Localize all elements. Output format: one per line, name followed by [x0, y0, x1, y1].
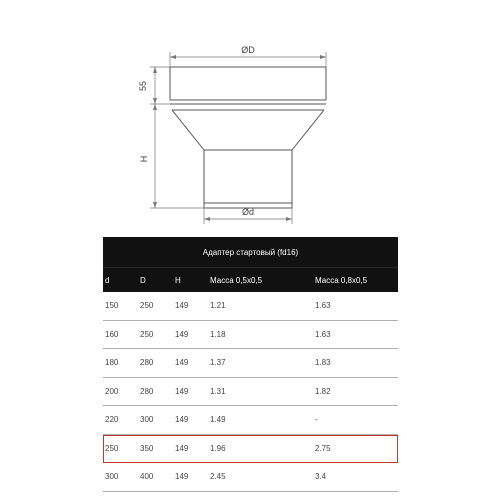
cell-mass-08: 1.83 [315, 358, 331, 368]
table-row [103, 349, 398, 378]
cell-mass-08: 2.75 [315, 443, 331, 453]
cell-d: 220 [105, 415, 119, 425]
cell-mass-05: 1.31 [210, 386, 226, 396]
adapter-drawing [0, 0, 500, 237]
cell-d: 300 [105, 472, 119, 482]
dim-H-arrow-bottom [153, 202, 157, 208]
spec-table [103, 237, 398, 492]
cell-mass-08: 1.63 [315, 301, 331, 311]
cell-D: 350 [140, 443, 154, 453]
cell-mass-05: 1.18 [210, 329, 226, 339]
table-row [103, 378, 398, 407]
header-d: d [105, 275, 110, 285]
dim-d-arrow-right [286, 217, 292, 221]
table-row-highlighted [103, 435, 398, 464]
cell-H: 149 [175, 415, 189, 425]
dim-55-arrow-top [153, 67, 157, 73]
header-mass-08: Масса 0,8х0,5 [315, 275, 368, 285]
cell-H: 149 [175, 329, 189, 339]
cell-H: 149 [175, 358, 189, 368]
dim-H-arrow-top [153, 104, 157, 110]
dim-H-label: H [139, 155, 149, 163]
cell-D: 250 [140, 301, 154, 311]
outline-taper-right [292, 110, 324, 150]
cell-d: 160 [105, 329, 119, 339]
cell-D: 400 [140, 472, 154, 482]
cell-d: 250 [105, 443, 119, 453]
cell-D: 300 [140, 415, 154, 425]
table-row [103, 292, 398, 321]
cell-d: 200 [105, 386, 119, 396]
table-row [103, 406, 398, 435]
dim-D-arrow-right [320, 55, 326, 59]
cell-mass-08: 1.63 [315, 329, 331, 339]
cell-mass-08: 3.4 [315, 472, 327, 482]
dim-d-label: Ød [241, 207, 255, 217]
cell-mass-05: 1.96 [210, 443, 226, 453]
cell-d: 150 [105, 301, 119, 311]
dim-55-arrow-bottom [153, 98, 157, 104]
cell-mass-05: 1.49 [210, 415, 226, 425]
cell-H: 149 [175, 472, 189, 482]
dim-D-label: ØD [241, 45, 255, 55]
table-row [103, 321, 398, 350]
cell-H: 149 [175, 386, 189, 396]
header-D: D [140, 275, 146, 285]
cell-mass-05: 2.45 [210, 472, 226, 482]
header-mass-05: Масса 0,5х0,5 [210, 275, 263, 285]
cell-H: 149 [175, 443, 189, 453]
table-row [103, 463, 398, 492]
table-header [103, 267, 398, 292]
cell-D: 280 [140, 386, 154, 396]
cell-D: 250 [140, 329, 154, 339]
cell-mass-05: 1.37 [210, 358, 226, 368]
dim-D-arrow-left [170, 55, 176, 59]
cell-mass-08: - [315, 415, 318, 425]
header-H: H [175, 275, 181, 285]
outline-taper-left [172, 110, 204, 150]
table-title: Адаптер стартовый (fd16) [103, 237, 398, 267]
cell-mass-08: 1.82 [315, 386, 331, 396]
dim-55-label: 55 [138, 80, 148, 92]
cell-d: 180 [105, 358, 119, 368]
cell-D: 280 [140, 358, 154, 368]
cell-H: 149 [175, 301, 189, 311]
cell-mass-05: 1.21 [210, 301, 226, 311]
dim-d-arrow-left [204, 217, 210, 221]
